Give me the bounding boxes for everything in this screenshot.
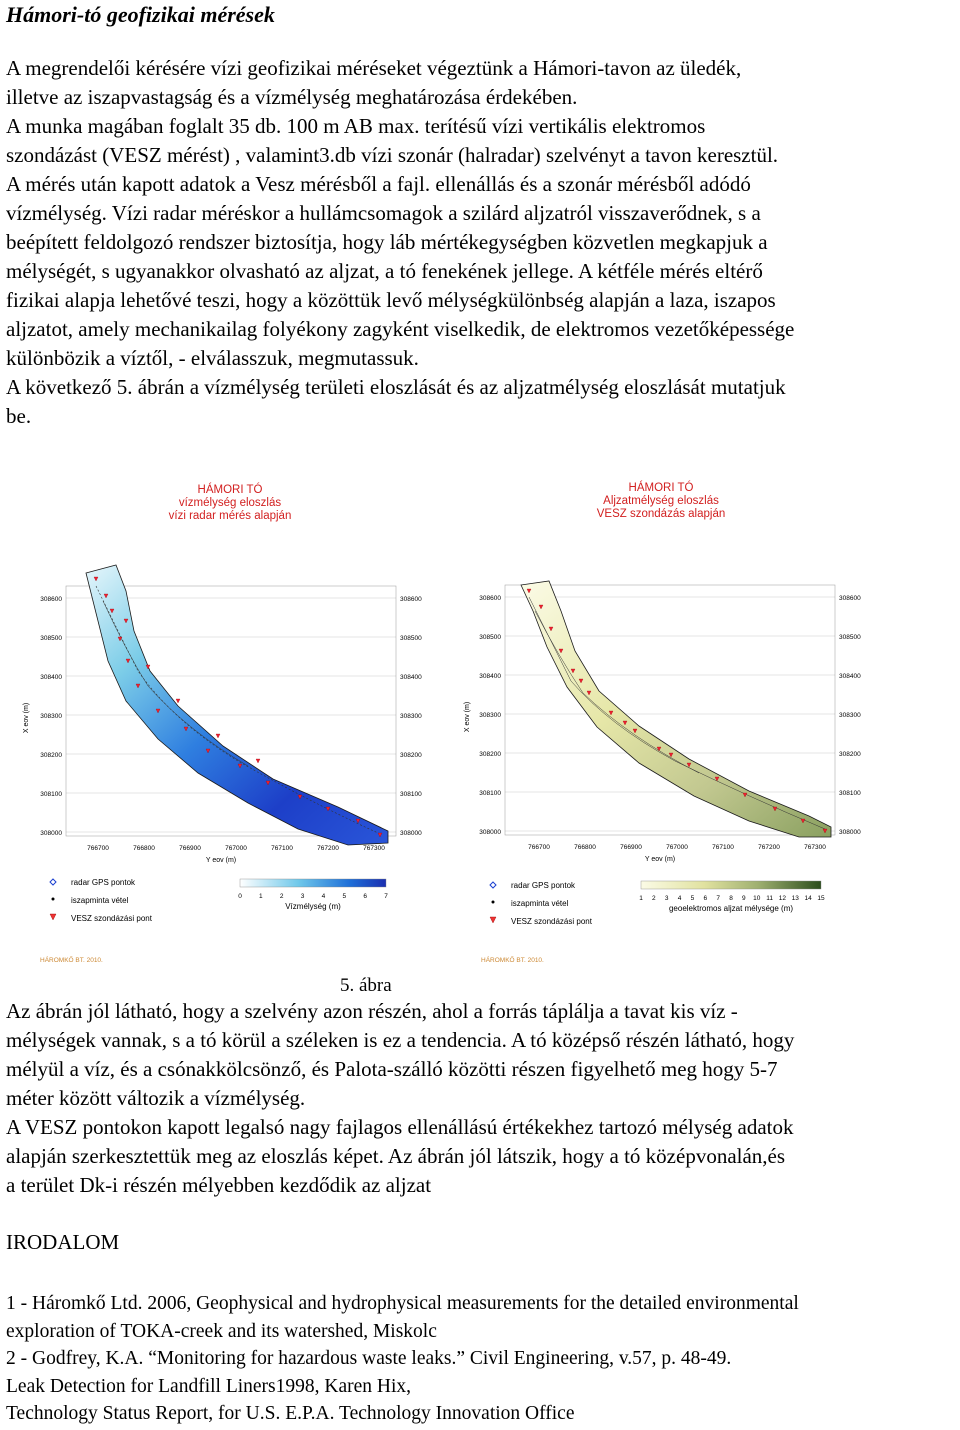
figure-water-depth <box>8 461 448 971</box>
vesz-point-icon <box>50 914 56 920</box>
legend-label: iszapminta vétel <box>511 899 569 908</box>
x-tick-label: 767000 <box>666 844 688 851</box>
figure-title-line: Aljzatmélység eloszlás <box>603 495 719 507</box>
scale-tick-label: 5 <box>342 893 347 900</box>
legend-label: iszapminta vétel <box>71 896 129 905</box>
lake-outline <box>86 565 388 845</box>
scale-tick-label: 3 <box>664 895 669 902</box>
scale-tick-label: 6 <box>703 895 708 902</box>
y-tick-label-right: 308300 <box>839 712 861 719</box>
y-tick-label-left: 308000 <box>40 830 62 837</box>
y-tick-label-left: 308300 <box>479 712 501 719</box>
color-scale-bar <box>240 879 386 887</box>
y-tick-label-left: 308500 <box>40 635 62 642</box>
scale-tick-label: 0 <box>238 893 242 900</box>
figure-footer: HÁROMKŐ BT. 2010. <box>481 957 544 964</box>
scale-tick-label: 15 <box>817 895 825 902</box>
x-tick-label: 767100 <box>712 844 734 851</box>
scale-tick-label: 5 <box>690 895 695 902</box>
y-tick-label-left: 308400 <box>40 674 62 681</box>
scale-tick-label: 4 <box>321 893 326 900</box>
scale-label: Vízmélység (m) <box>285 902 341 911</box>
scale-tick-label: 2 <box>279 893 284 900</box>
reference-line: 2 - Godfrey, K.A. “Monitoring for hazardous waste leaks.” Civil Engineering, v.57, p. 48-49. <box>6 1348 732 1369</box>
y-tick-label-left: 308100 <box>40 791 62 798</box>
scale-tick-label: 10 <box>753 895 761 902</box>
scale-tick-label: 8 <box>729 895 733 902</box>
x-tick-label: 766700 <box>87 845 109 852</box>
figure-title-line: vízmélység eloszlás <box>178 497 282 509</box>
text-line: beépített feldolgozó rendszer biztosítja, hogy láb mértékegységben közvetlen megkapjuk a <box>6 230 768 254</box>
figure-footer: HÁROMKŐ BT. 2010. <box>40 957 103 964</box>
discussion-paragraph <box>6 997 794 1200</box>
bed-depth-map <box>449 461 889 971</box>
text-line: a terület Dk-i részén mélyebben kezdődik az aljzat <box>6 1173 432 1197</box>
y-tick-label-right: 308500 <box>839 634 861 641</box>
water-depth-map <box>8 461 448 971</box>
legend-label: radar GPS pontok <box>71 878 136 887</box>
scale-tick-label: 12 <box>778 895 787 902</box>
y-tick-label-right: 308600 <box>400 596 422 603</box>
sample-icon <box>492 901 495 904</box>
text-line: mélyül a víz, és a csónakkölcsönző, és Palota-szálló közötti részen figyelhető meg hogy 5-7 <box>6 1057 778 1081</box>
figure-title-line: HÁMORI TÓ <box>197 484 263 496</box>
y-tick-label-right: 308200 <box>400 752 422 759</box>
y-tick-label-left: 308500 <box>479 634 501 641</box>
x-tick-label: 767200 <box>317 845 339 852</box>
figure-title-line: HÁMORI TÓ <box>628 482 694 494</box>
y-tick-label-right: 308500 <box>400 635 422 642</box>
x-axis-label: Y eov (m) <box>205 857 237 864</box>
scale-tick-label: 11 <box>766 895 773 902</box>
scale-tick-label: 1 <box>259 893 263 900</box>
y-tick-label-left: 308600 <box>479 595 501 602</box>
text-line: méter között változik a vízmélység. <box>6 1086 306 1110</box>
reference-line: Technology Status Report, for U.S. E.P.A. Technology Innovation Office <box>6 1403 575 1424</box>
y-tick-label-left: 308100 <box>479 790 501 797</box>
scale-tick-label: 13 <box>791 895 799 902</box>
x-tick-label: 766900 <box>620 844 642 851</box>
text-line: fizikai alapja lehetővé teszi, hogy a közöttük levő mélységkülönbség alapján a laza, iszapos <box>6 288 776 312</box>
figure-bed-depth <box>449 461 889 971</box>
y-tick-label-left: 308000 <box>479 829 501 836</box>
text-line: Az ábrán jól látható, hogy a szelvény azon részén, ahol a forrás táplálja a tavat kis víz - <box>6 999 738 1023</box>
y-tick-label-right: 308600 <box>839 595 861 602</box>
y-tick-label-right: 308000 <box>400 830 422 837</box>
radar-gps-icon <box>490 882 496 888</box>
scale-tick-label: 7 <box>716 895 720 902</box>
x-axis-label: Y eov (m) <box>644 856 676 863</box>
y-tick-label-right: 308100 <box>839 790 861 797</box>
x-tick-label: 767200 <box>758 844 780 851</box>
references-heading: IRODALOM <box>6 1230 120 1254</box>
scale-tick-label: 2 <box>652 895 656 902</box>
vesz-point-icon <box>490 917 496 923</box>
measurement-point-icon <box>216 734 220 738</box>
scale-tick-label: 3 <box>300 893 305 900</box>
legend-label: radar GPS pontok <box>511 881 576 890</box>
y-tick-label-left: 308600 <box>40 596 62 603</box>
scale-tick-label: 1 <box>639 895 643 902</box>
y-tick-label-left: 308200 <box>40 752 62 759</box>
scale-tick-label: 9 <box>742 895 746 902</box>
text-line: A munka magában foglalt 35 db. 100 m AB max. terítésű vízi vertikális elektromos <box>6 114 706 138</box>
measurement-point-icon <box>256 759 260 763</box>
text-line: A VESZ pontokon kapott legalsó nagy fajlagos ellenállású értékekhez tartozó mélység adatok <box>6 1115 794 1139</box>
reference-line: Leak Detection for Landfill Liners1998, Karen Hix, <box>6 1375 412 1397</box>
intro-paragraph <box>6 54 794 431</box>
text-line: be. <box>6 404 32 428</box>
x-tick-label: 767300 <box>804 844 826 851</box>
text-line: A következő 5. ábrán a vízmélység területi eloszlását és az aljzatmélység eloszlását mutatjuk <box>6 375 786 399</box>
scale-tick-label: 14 <box>804 895 812 902</box>
y-axis-label: X eov (m) <box>464 701 471 733</box>
reference-line: exploration of TOKA-creek and its watershed, Miskolc <box>6 1320 437 1342</box>
y-tick-label-right: 308000 <box>839 829 861 836</box>
y-tick-label-left: 308400 <box>479 673 501 680</box>
lake-outline <box>521 581 831 837</box>
measurement-point-icon <box>176 699 180 703</box>
legend-label: VESZ szondázási pont <box>511 917 592 926</box>
y-tick-label-right: 308300 <box>400 713 422 720</box>
figure-caption: 5. ábra <box>340 975 392 996</box>
scale-tick-label: 7 <box>384 893 388 900</box>
y-tick-label-left: 308200 <box>479 751 501 758</box>
text-line: különbözik a víztől, - elválasszuk, megmutassuk. <box>6 346 419 370</box>
y-tick-label-left: 308300 <box>40 713 62 720</box>
legend-label: VESZ szondázási pont <box>71 914 152 923</box>
x-tick-label: 766700 <box>528 844 550 851</box>
x-tick-label: 766900 <box>179 845 201 852</box>
text-line: mélységét, s ugyanakkor olvasható az aljzat, a tó fenekének jellege. A kétféle mérés eltérő <box>6 259 763 283</box>
figure-title-line: VESZ szondázás alapján <box>596 508 726 520</box>
x-tick-label: 767100 <box>271 845 293 852</box>
figure-title-line: vízi radar mérés alapján <box>168 510 292 522</box>
scale-tick-label: 4 <box>677 895 682 902</box>
text-line: A mérés után kapott adatok a Vesz mérésből a fajl. ellenállás és a szonár mérésből adódó <box>6 172 751 196</box>
text-line: illetve az iszapvastagság és a vízmélység meghatározása érdekében. <box>6 85 578 109</box>
text-line: alapján szerkesztettük meg az eloszlás képet. Az ábrán jól látszik, hogy a tó középvonalán,és <box>6 1144 786 1168</box>
x-tick-label: 766800 <box>574 844 596 851</box>
color-scale-bar <box>641 881 821 889</box>
scale-tick-label: 6 <box>363 893 367 900</box>
radar-gps-icon <box>50 879 56 885</box>
y-tick-label-right: 308100 <box>400 791 422 798</box>
text-line: vízmélység. Vízi radar méréskor a hullámcsomagok a szilárd aljzatról visszaverődnek, s a <box>6 201 761 225</box>
y-tick-label-right: 308200 <box>839 751 861 758</box>
references-list <box>6 1290 799 1428</box>
x-tick-label: 767000 <box>225 845 247 852</box>
text-line: A megrendelői kérésére vízi geofizikai méréseket végeztünk a Hámori-tavon az üledék, <box>6 56 742 80</box>
x-tick-label: 767300 <box>363 845 385 852</box>
text-line: szondázást (VESZ mérést) , valamint3.db vízi szonár (halradar) szelvényt a tavon keresztül. <box>6 143 779 167</box>
x-tick-label: 766800 <box>133 845 155 852</box>
reference-line: 1 - Háromkő Ltd. 2006, Geophysical and hydrophysical measurements for the detailed environmental <box>6 1293 799 1314</box>
y-tick-label-right: 308400 <box>839 673 861 680</box>
text-line: mélységek vannak, s a tó körül a széleken is ez a tendencia. A tó középső részén látható, hogy <box>6 1028 795 1052</box>
page-title: Hámori-tó geofizikai mérések <box>6 2 275 27</box>
scale-label: geoelektromos aljzat mélysége (m) <box>668 904 794 913</box>
text-line: aljzatot, amely mechanikailag folyékony zagyként viselkedik, de elektromos vezetőképessége <box>6 317 795 341</box>
y-axis-label: X eov (m) <box>23 702 30 734</box>
y-tick-label-right: 308400 <box>400 674 422 681</box>
sample-icon <box>52 898 55 901</box>
